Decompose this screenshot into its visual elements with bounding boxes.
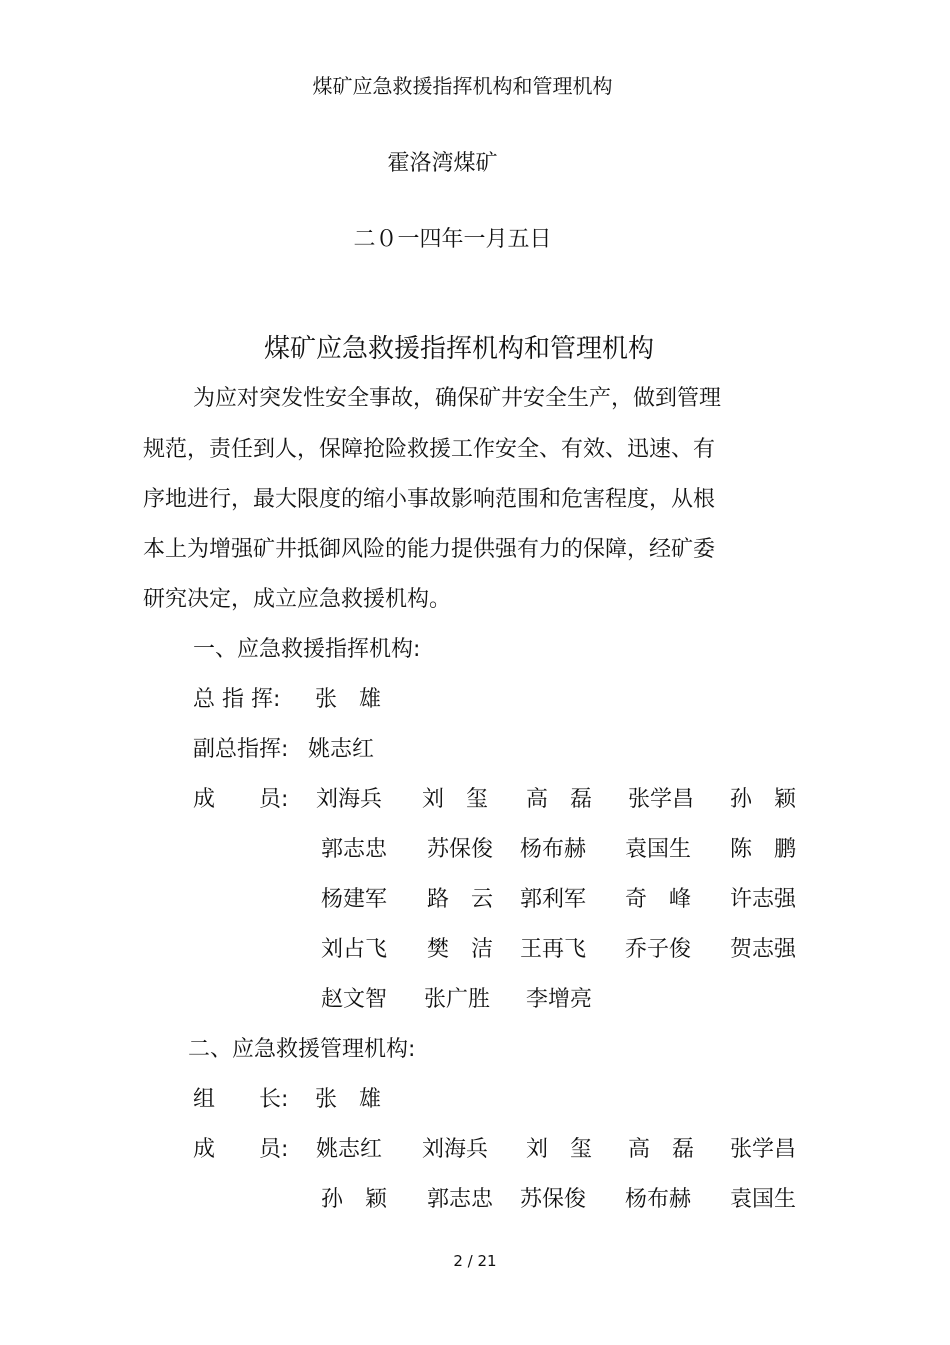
member-name: 张学昌 — [730, 1137, 797, 1162]
member-name: 路 云 — [427, 887, 494, 912]
member-name: 高 磊 — [526, 787, 593, 812]
members-label: 成 员: — [193, 1137, 289, 1162]
member-name: 袁国生 — [625, 837, 692, 862]
member-name: 孙 颖 — [730, 787, 797, 812]
section-heading: 二、应急救援管理机构: — [188, 1037, 416, 1062]
intro-line: 为应对突发性安全事故，确保矿井安全生产，做到管理 — [193, 386, 722, 411]
member-name: 姚志红 — [316, 1137, 383, 1162]
section-heading: 一、应急救援指挥机构: — [193, 637, 421, 662]
member-name: 张广胜 — [424, 987, 491, 1012]
document-title: 煤矿应急救援指挥机构和管理机构 — [263, 334, 654, 364]
company-name: 霍洛湾煤矿 — [387, 151, 498, 176]
intro-line: 本上为增强矿井抵御风险的能力提供强有力的保障，经矿委 — [143, 537, 716, 562]
page-number: 2 / 21 — [453, 1252, 497, 1270]
intro-line: 序地进行，最大限度的缩小事故影响范围和危害程度，从根 — [143, 487, 716, 512]
member-name: 苏保俊 — [520, 1187, 587, 1212]
member-name: 赵文智 — [321, 987, 388, 1012]
intro-line: 规范，责任到人，保障抢险救援工作安全、有效、迅速、有 — [143, 437, 716, 462]
page-header-title: 煤矿应急救援指挥机构和管理机构 — [312, 74, 613, 98]
deputy-commander-label: 副总指挥: — [193, 737, 289, 762]
member-name: 陈 鹏 — [730, 837, 797, 862]
member-name: 郭利军 — [520, 887, 587, 912]
member-name: 刘 玺 — [422, 787, 489, 812]
member-name: 贺志强 — [730, 937, 797, 962]
member-name: 高 磊 — [628, 1137, 695, 1162]
intro-line: 研究决定，成立应急救援机构。 — [143, 587, 452, 612]
member-name: 乔子俊 — [625, 937, 692, 962]
member-name: 郭志忠 — [321, 837, 388, 862]
member-name: 张学昌 — [628, 787, 695, 812]
member-name: 袁国生 — [730, 1187, 797, 1212]
member-name: 奇 峰 — [625, 887, 692, 912]
leader-label: 组 长: — [193, 1087, 289, 1112]
commander-label: 总 指 挥: — [193, 687, 281, 712]
member-name: 刘 玺 — [526, 1137, 593, 1162]
member-name: 杨建军 — [321, 887, 388, 912]
member-name: 刘海兵 — [422, 1137, 489, 1162]
members-label: 成 员: — [193, 787, 289, 812]
leader-name: 张 雄 — [315, 1087, 382, 1112]
member-name: 李增亮 — [526, 987, 593, 1012]
member-name: 杨布赫 — [520, 837, 587, 862]
member-name: 樊 洁 — [427, 937, 494, 962]
member-name: 杨布赫 — [625, 1187, 692, 1212]
member-name: 孙 颖 — [321, 1187, 388, 1212]
commander-name: 张 雄 — [315, 687, 382, 712]
member-name: 王再飞 — [520, 937, 587, 962]
deputy-commander-name: 姚志红 — [308, 737, 375, 762]
member-name: 刘占飞 — [321, 937, 388, 962]
member-name: 苏保俊 — [427, 837, 494, 862]
member-name: 郭志忠 — [427, 1187, 494, 1212]
member-name: 刘海兵 — [316, 787, 383, 812]
member-name: 许志强 — [730, 887, 797, 912]
document-date: 二０一四年一月五日 — [353, 227, 552, 252]
